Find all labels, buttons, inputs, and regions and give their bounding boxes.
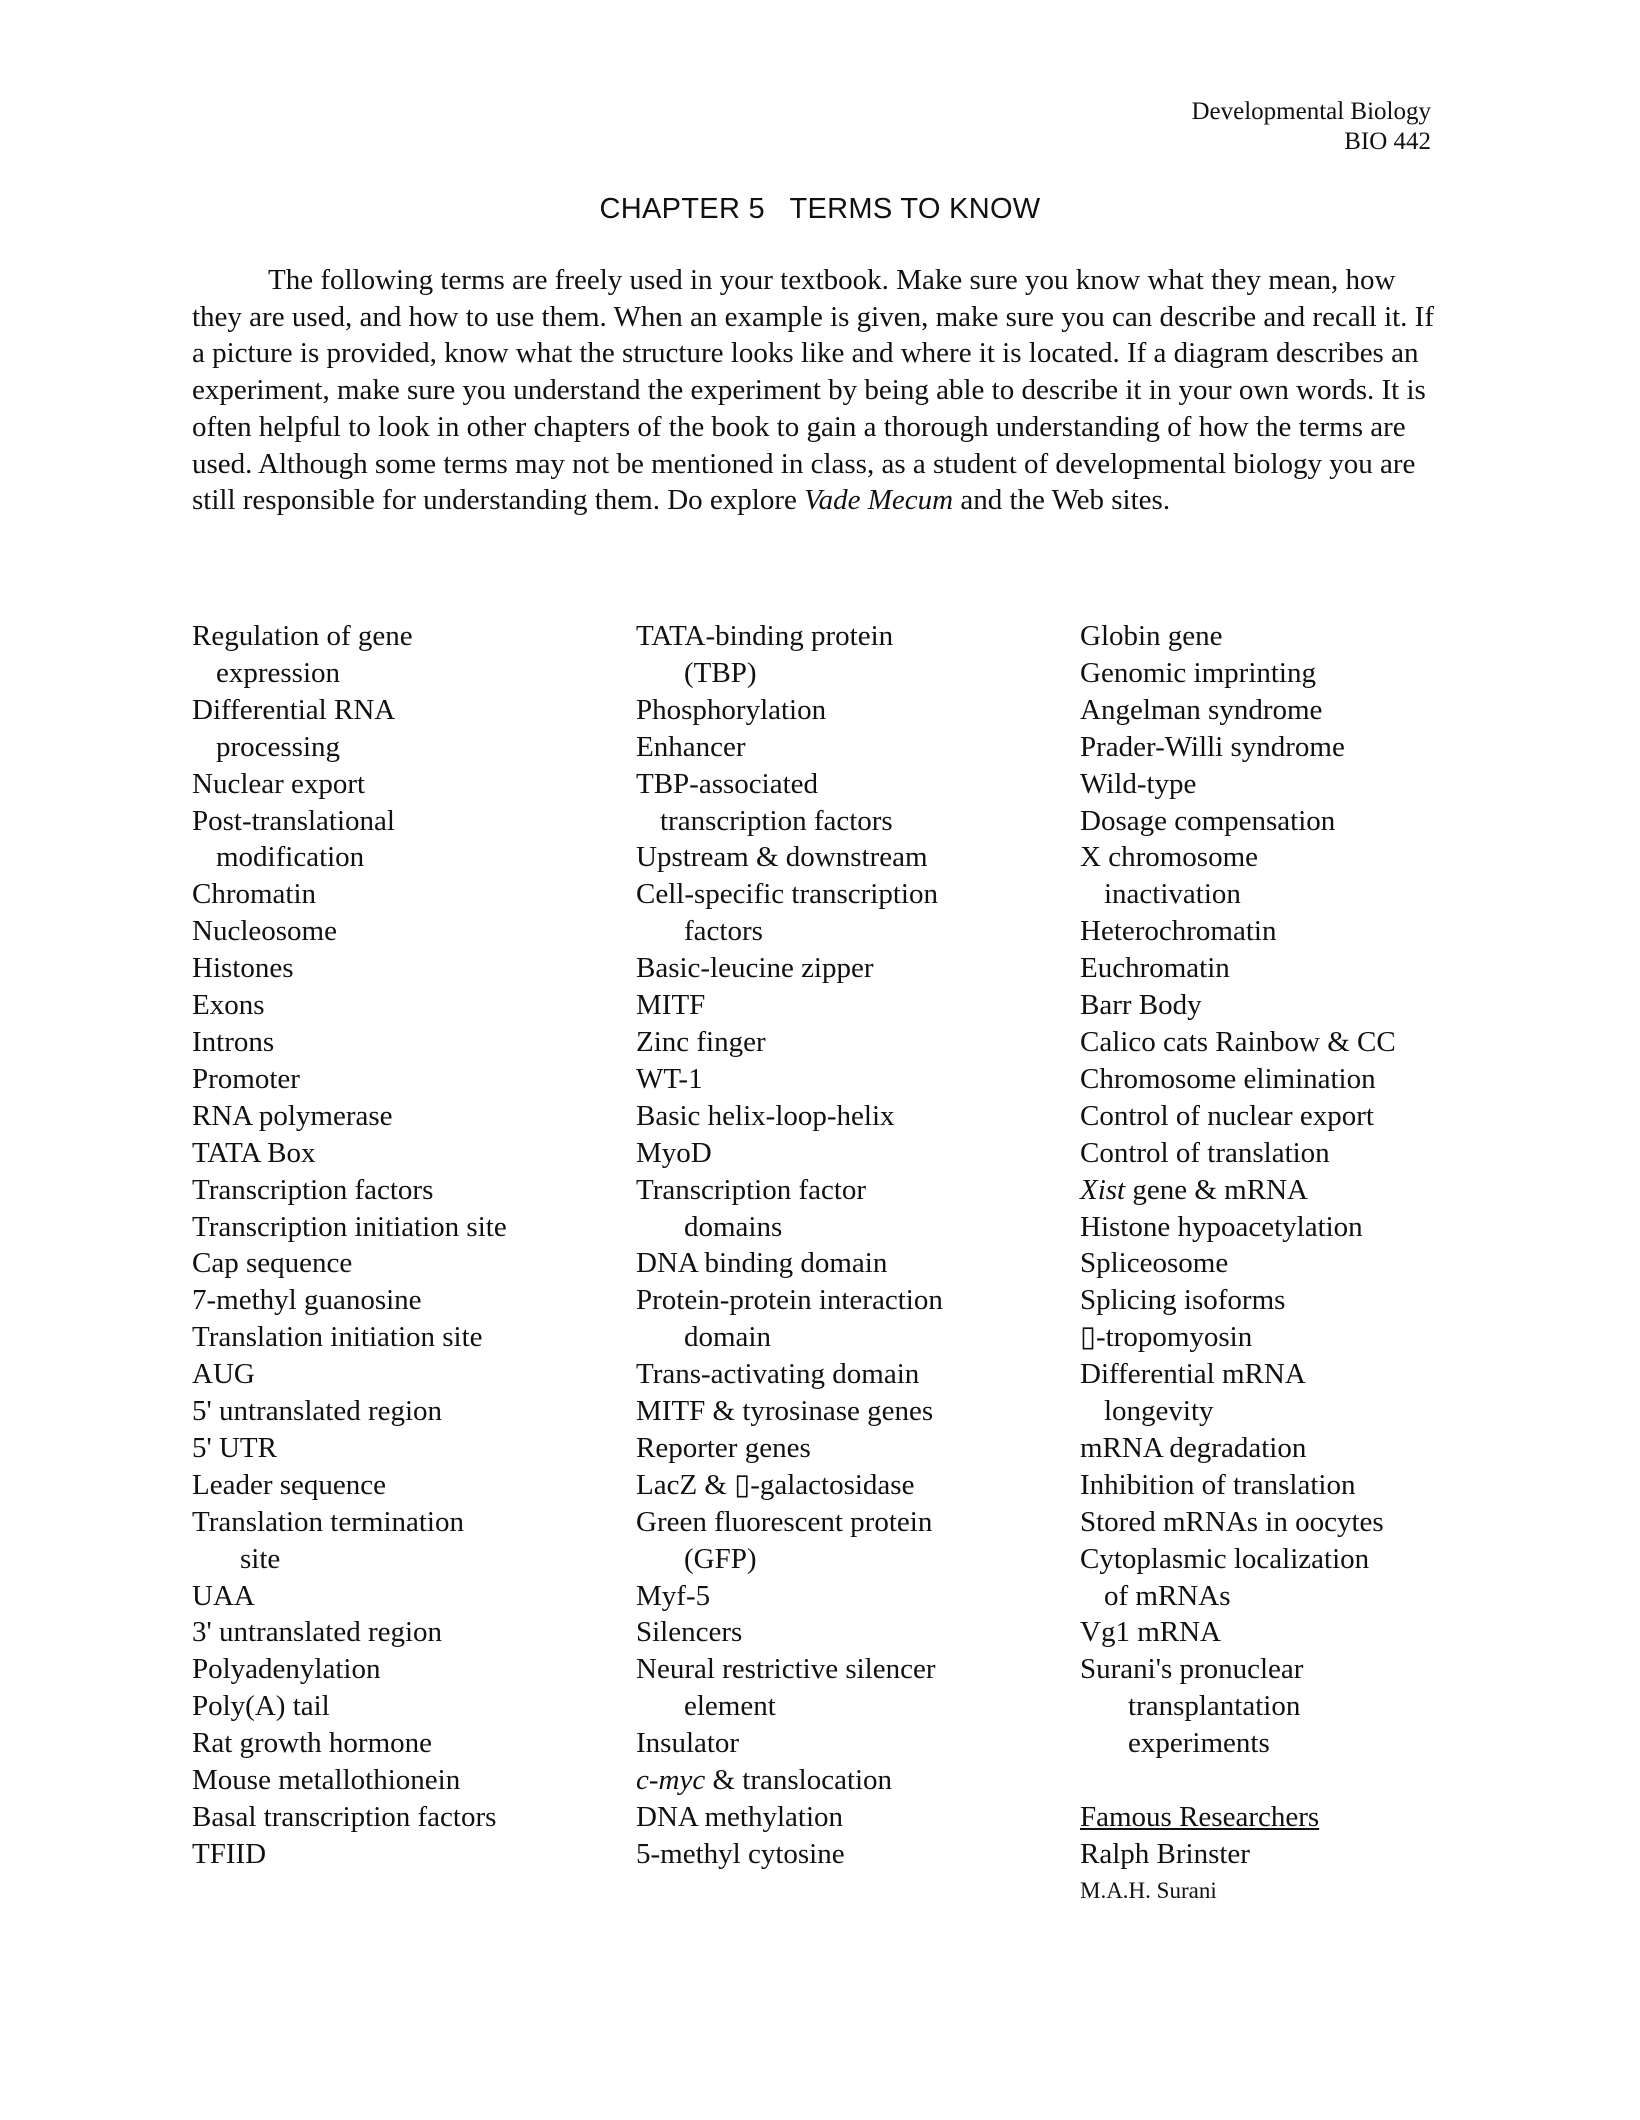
- terms-column-1: [192, 618, 507, 1873]
- term: Promoter: [192, 1062, 300, 1095]
- term: Introns: [192, 1025, 275, 1058]
- term: RNA polymerase: [192, 1099, 393, 1132]
- term-italic: c-myc: [636, 1764, 706, 1797]
- term: Exons: [192, 989, 265, 1022]
- term-continuation: domains: [684, 1210, 783, 1243]
- term: Translation initiation site: [192, 1321, 483, 1354]
- term: Splicing isoforms: [1080, 1284, 1286, 1317]
- intro-text: The following terms are freely used in your textbook. Make sure you know what they mean, how they are used, and how to use them. When an example is given, make sure you can describe and recall it. If a picture is provided, know what the structure looks like and where it is located. If a diagram describes an experiment, make sure you understand the experiment by being able to describe it in your own words. It is often helpful to look in other chapters of the book to gain a thorough understanding of how the terms are used. Although some terms may not be mentioned in class, as a student of developmental biology you are still responsible for understanding them. Do explore: [192, 264, 1435, 517]
- term: 5' untranslated region: [192, 1395, 443, 1428]
- term: Differential RNA: [192, 693, 396, 726]
- term: DNA methylation: [636, 1801, 844, 1833]
- term-italic: Xist: [1080, 1173, 1126, 1206]
- term: Post-translational: [192, 804, 395, 837]
- term-continuation: expression: [216, 656, 341, 689]
- term: Regulation of gene: [192, 620, 413, 652]
- term: 7-methyl guanosine: [192, 1284, 422, 1317]
- term: 5-methyl cytosine: [636, 1837, 845, 1870]
- terms-column-3: [1080, 618, 1396, 1910]
- term: TBP-associated: [636, 767, 819, 800]
- term-continuation: of mRNAs: [1104, 1579, 1231, 1612]
- term: UAA: [192, 1579, 255, 1612]
- term: Stored mRNAs in oocytes: [1080, 1505, 1384, 1538]
- term: Wild-type: [1080, 767, 1197, 800]
- term: Differential mRNA: [1080, 1358, 1306, 1391]
- section-heading-famous-researchers: Famous Researchers: [1080, 1800, 1320, 1833]
- term: WT-1: [636, 1062, 703, 1095]
- term: Globin gene: [1080, 620, 1223, 652]
- term: Transcription factor: [636, 1173, 867, 1206]
- intro-text-end: and the Web sites.: [953, 484, 1171, 517]
- term: [1080, 1172, 1396, 1209]
- term: [636, 1762, 943, 1799]
- term: Euchromatin: [1080, 952, 1230, 985]
- term: MITF: [636, 989, 706, 1022]
- term: 3' untranslated region: [192, 1616, 443, 1649]
- term: Polyadenylation: [192, 1653, 381, 1686]
- term: Inhibition of translation: [1080, 1468, 1356, 1501]
- term: X chromosome: [1080, 841, 1258, 874]
- term-continuation: factors: [684, 915, 763, 948]
- term: Trans-activating domain: [636, 1358, 920, 1391]
- term: TATA-binding protein: [636, 620, 894, 652]
- terms-column-2: [636, 618, 943, 1873]
- term: Rat growth hormone: [192, 1727, 433, 1760]
- term: Cytoplasmic localization: [1080, 1542, 1370, 1575]
- term: MITF & tyrosinase genes: [636, 1395, 934, 1428]
- term: Chromatin: [192, 878, 317, 911]
- term: Translation termination: [192, 1505, 464, 1538]
- term: Angelman syndrome: [1080, 693, 1323, 726]
- term: TFIID: [192, 1837, 267, 1870]
- course-code: BIO 442: [1344, 128, 1431, 155]
- term: Transcription factors: [192, 1173, 434, 1206]
- term: Mouse metallothionein: [192, 1764, 461, 1797]
- term-continuation: site: [240, 1542, 281, 1575]
- term: Barr Body: [1080, 989, 1202, 1022]
- course-header: [1191, 97, 1431, 157]
- term: Nucleosome: [192, 915, 337, 948]
- term: Protein-protein interaction: [636, 1284, 943, 1317]
- term: Leader sequence: [192, 1468, 387, 1501]
- term: Heterochromatin: [1080, 915, 1277, 948]
- term: Cap sequence: [192, 1247, 353, 1280]
- term-continuation: transcription factors: [660, 804, 893, 837]
- term: ▯-tropomyosin: [1080, 1321, 1253, 1354]
- term: Myf-5: [636, 1579, 711, 1612]
- term: AUG: [192, 1358, 255, 1391]
- page-title: CHAPTER 5 TERMS TO KNOW: [599, 193, 1041, 225]
- term-text: gene & mRNA: [1125, 1173, 1308, 1206]
- term: Histone hypoacetylation: [1080, 1210, 1363, 1243]
- spacer: [1080, 1762, 1396, 1799]
- term: Chromosome elimination: [1080, 1062, 1376, 1095]
- term: DNA binding domain: [636, 1247, 888, 1280]
- term: TATA Box: [192, 1136, 316, 1169]
- term: MyoD: [636, 1136, 712, 1169]
- term: Vg1 mRNA: [1080, 1616, 1221, 1649]
- intro-italic: Vade Mecum: [804, 484, 954, 517]
- term: Cell-specific transcription: [636, 878, 938, 911]
- term: LacZ & ▯-galactosidase: [636, 1468, 915, 1501]
- term-continuation: (GFP): [684, 1542, 757, 1575]
- term: Calico cats Rainbow & CC: [1080, 1025, 1396, 1058]
- term-text: & translocation: [705, 1764, 893, 1797]
- term: Histones: [192, 952, 294, 985]
- term: Enhancer: [636, 730, 746, 763]
- researcher-name: Ralph Brinster: [1080, 1837, 1250, 1870]
- term: Silencers: [636, 1616, 743, 1649]
- term-continuation: modification: [216, 841, 365, 874]
- term: Transcription initiation site: [192, 1210, 507, 1243]
- term: Basic helix-loop-helix: [636, 1099, 895, 1132]
- term: Surani's pronuclear: [1080, 1653, 1304, 1686]
- course-name: Developmental Biology: [1191, 98, 1431, 125]
- term-continuation: experiments: [1128, 1727, 1270, 1760]
- intro-paragraph: [192, 262, 1442, 519]
- term-continuation: domain: [684, 1321, 771, 1354]
- term: Prader-Willi syndrome: [1080, 730, 1345, 763]
- term-continuation: element: [684, 1690, 776, 1723]
- term-continuation: inactivation: [1104, 878, 1241, 911]
- term: Basic-leucine zipper: [636, 952, 874, 985]
- term-continuation: transplantation: [1128, 1690, 1301, 1723]
- term: Nuclear export: [192, 767, 366, 800]
- term: Phosphorylation: [636, 693, 827, 726]
- term: Upstream & downstream: [636, 841, 928, 874]
- term: Neural restrictive silencer: [636, 1653, 936, 1686]
- term-continuation: (TBP): [684, 656, 757, 689]
- term-continuation: processing: [216, 730, 341, 763]
- term: Spliceosome: [1080, 1247, 1229, 1280]
- term: 5' UTR: [192, 1431, 277, 1464]
- term: Control of translation: [1080, 1136, 1330, 1169]
- term: Poly(A) tail: [192, 1690, 330, 1723]
- term: Zinc finger: [636, 1025, 766, 1058]
- term: Control of nuclear export: [1080, 1099, 1374, 1132]
- term: mRNA degradation: [1080, 1431, 1307, 1464]
- term: Green fluorescent protein: [636, 1505, 933, 1538]
- term: Insulator: [636, 1727, 740, 1760]
- term: Reporter genes: [636, 1431, 811, 1464]
- researcher-name: M.A.H. Surani: [1080, 1877, 1217, 1903]
- term-continuation: longevity: [1104, 1395, 1214, 1428]
- term: Dosage compensation: [1080, 804, 1336, 837]
- term: Basal transcription factors: [192, 1801, 497, 1833]
- term: Genomic imprinting: [1080, 656, 1316, 689]
